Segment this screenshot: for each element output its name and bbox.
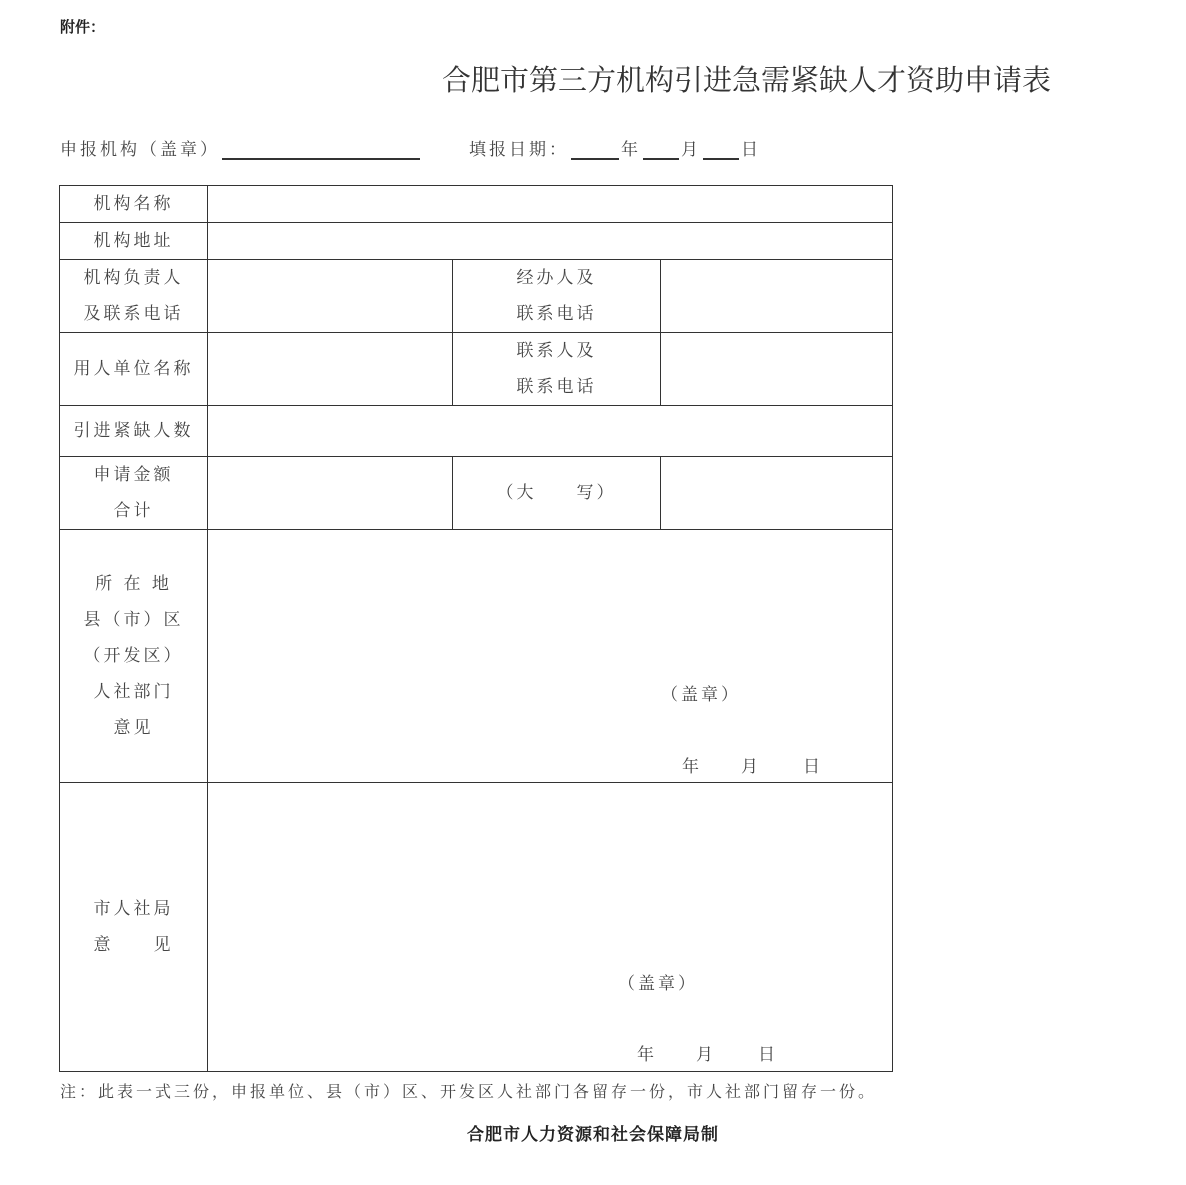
org-name-label: 机构名称 <box>93 194 174 214</box>
col-line <box>892 185 893 1072</box>
application-form-table <box>59 185 893 1072</box>
issuer-footer: 合肥市人力资源和社会保障局制 <box>467 1125 719 1145</box>
month-label: 月 <box>681 140 701 160</box>
org-address-field[interactable] <box>208 223 892 259</box>
org-name-field[interactable] <box>208 186 892 222</box>
county-date-month: 月 <box>741 757 758 777</box>
city-opinion-label <box>60 783 207 1071</box>
amount-label-line2: 合计 <box>113 501 154 521</box>
employer-field[interactable] <box>208 333 452 405</box>
attachment-label: 附件： <box>60 18 106 36</box>
year-blank[interactable] <box>571 140 619 160</box>
city-label-line1: 市人社局 <box>93 899 174 919</box>
county-label-line3: （开发区） <box>83 646 184 666</box>
talent-count-field[interactable] <box>208 406 892 456</box>
org-head-field[interactable] <box>208 260 452 332</box>
year-label: 年 <box>621 140 641 160</box>
date-label: 填报日期： <box>469 140 569 160</box>
county-label-line2: 县（市）区 <box>83 610 184 630</box>
handler-field[interactable] <box>661 260 892 332</box>
county-seal-label: （盖章） <box>661 685 741 705</box>
uppercase-amount-field[interactable] <box>661 457 892 529</box>
city-date-month: 月 <box>696 1045 713 1065</box>
page-title: 合肥市第三方机构引进急需紧缺人才资助申请表 <box>442 63 1052 97</box>
city-date-year: 年 <box>637 1045 654 1065</box>
day-blank[interactable] <box>703 140 739 160</box>
fill-date-line <box>469 135 761 160</box>
county-date-year: 年 <box>682 757 699 777</box>
county-label-line4: 人社部门 <box>93 682 174 702</box>
county-label-line5: 意见 <box>113 718 154 738</box>
contact-label-line1: 联系人及 <box>516 341 597 361</box>
day-label: 日 <box>741 140 761 160</box>
contact-label-line2: 联系电话 <box>516 377 597 397</box>
handler-label <box>453 260 660 332</box>
org-address-label: 机构地址 <box>93 231 174 251</box>
contact-field[interactable] <box>661 333 892 405</box>
handler-label-line2: 联系电话 <box>516 304 597 324</box>
org-seal-line <box>60 135 422 160</box>
city-seal-label: （盖章） <box>618 974 698 994</box>
org-blank[interactable] <box>222 140 420 160</box>
org-label: 申报机构（盖章） <box>60 140 220 160</box>
contact-label <box>453 333 660 405</box>
org-head-label-line1: 机构负责人 <box>83 268 184 288</box>
county-date-day: 日 <box>803 757 820 777</box>
employer-label: 用人单位名称 <box>73 359 194 379</box>
amount-label <box>60 457 207 529</box>
org-head-label <box>60 260 207 332</box>
city-label-line2: 意 见 <box>93 935 174 955</box>
handler-label-line1: 经办人及 <box>516 268 597 288</box>
org-head-label-line2: 及联系电话 <box>83 304 184 324</box>
row-line <box>59 1071 893 1072</box>
county-opinion-label <box>60 530 207 782</box>
city-date-day: 日 <box>758 1045 775 1065</box>
amount-field[interactable] <box>208 457 452 529</box>
city-opinion-field[interactable] <box>208 783 892 1071</box>
footnote: 注：此表一式三份，申报单位、县（市）区、开发区人社部门各留存一份，市人社部门留存一份。 <box>60 1082 878 1101</box>
amount-label-line1: 申请金额 <box>93 465 174 485</box>
county-label-line1: 所 在 地 <box>95 574 172 594</box>
uppercase-label: （大 写） <box>496 483 617 503</box>
county-opinion-field[interactable] <box>208 530 892 782</box>
talent-count-label: 引进紧缺人数 <box>73 421 194 441</box>
month-blank[interactable] <box>643 140 679 160</box>
